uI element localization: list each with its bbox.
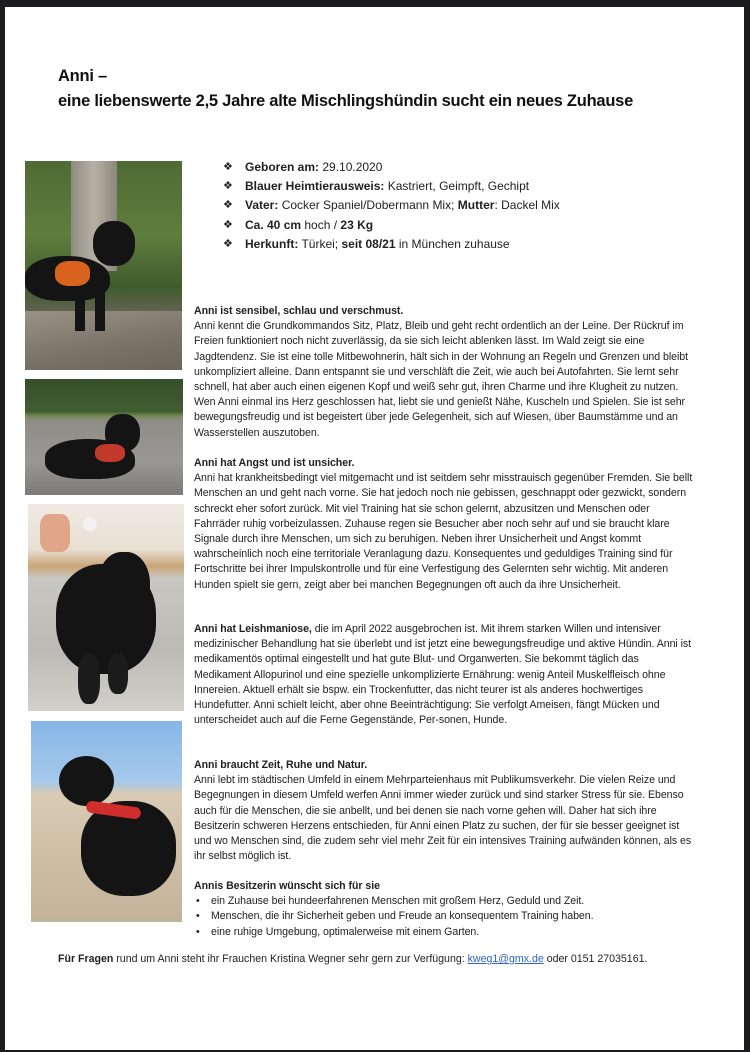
fact-label: Geboren am: (245, 160, 320, 174)
section-text: Anni lebt im städtischen Umfeld in einem Mehrparteienhaus mit Publikumsverkehr. Die vielen Reize und Begegnungen in diesem Umfeld werfen Anni immer wieder zurück und sind starker Stress für sie. Ebenso auch für die Menschen, die sie anbellt, und bei denen sie nach vorne gehen will. Daher hat sich ihre Besitzerin schweren Herzens entschieden, für Anni einen Platz zu suchen, der für sie besser geeignet ist und wo Menschen sind, die zudem sehr viel mehr Zeit für ein intensives Training aufwänden können, als es ihr selbst möglich ist. (194, 774, 692, 863)
wish-text: Menschen, die ihr Sicherheit geben und Freude an konsequentem Training haben. (211, 910, 594, 923)
fact-label: Mutter (457, 198, 495, 213)
title-name: Anni – (58, 67, 107, 85)
wishes-list (194, 894, 698, 940)
section-angst (194, 456, 698, 593)
dog-head (98, 552, 150, 622)
dog-leg (75, 291, 85, 331)
fact-parents (223, 196, 560, 215)
bullet-icon: • (196, 910, 200, 923)
fact-label: Ca. 40 cm (245, 217, 302, 232)
fact-label: 23 Kg (340, 217, 374, 232)
fact-origin (223, 235, 560, 254)
document-page (5, 7, 744, 1050)
fact-value: in München zuhause (395, 236, 510, 251)
section-text: die im April 2022 ausgebrochen ist. Mit ihrem starken Willen und intensiver medizinischer Behandlung hat sie überlebt und ist jetzt eine bewegungsfreudige und aktive Hündin. Anni ist medikamentös optimal eingestellt und hat gute Blut- und Organwerten. Sie bekommt täglich das Medikament Allopurinol und eine spezielle unkomplizierte Ernährung: wenig Anteil Muskelfleisch ohne Innereien. Aktuell erhält sie bspw. ein Trockenfutter, das nicht teurer ist als anderes hochwertiges Hundefutter. Anni schielt leicht, aber ohne Beeinträchtigung: Sie verfolgt Ameisen, fängt Mücken und unterscheidet auch auf die Ferne Gegenstände, Per-sonen, Hunde. (194, 623, 692, 727)
fact-label: seit 08/21 (341, 236, 396, 251)
fact-size-weight (223, 216, 560, 235)
dog-in-forest-photo (25, 161, 182, 370)
fact-label: Vater: (245, 198, 279, 213)
wish-item (194, 925, 698, 940)
section-sensibel (194, 304, 698, 441)
fact-value: Cocker Spaniel/Dobermann Mix; (278, 198, 458, 213)
facts-list (223, 158, 560, 254)
section-text: Anni hat krankheitsbedingt viel mitgemacht und ist seitdem sehr misstrauisch gegenüber Fremden. Sie bellt Menschen an und geht nach vorne. Sie hat jedoch noch nie gebissen, geschnappt oder gezwickt, sondern schreckt eher sofort zurück. Mit viel Training hat sie schon gelernt, abzusitzen und Menschen oder Fahrräder ruhig vorbeizulassen. Zuhause regen sie Besucher aber noch sehr auf und sie braucht klare Signale durch ihre Menschen, um sich zu beruhigen. Neben ihrer Unsicherheit und Angst kommt wahrscheinlich noch eine territoriale Veranlagung dazu. Konsequentes und geduldiges Training sind für Fortschritte bei ihrer Impulskontrolle und für eine Verfestigung des Gelernten sehr wichtig. Mit anderen Hunden spielt sie gern, zeigt aber bei manchen Begegnungen oft auch da ihre Unsicherheit. (194, 472, 693, 591)
contact-line (58, 952, 647, 967)
section-heading: Anni hat Angst und ist unsicher. (194, 457, 355, 469)
diamond-bullet-icon: ❖ (223, 180, 233, 193)
diamond-bullet-icon: ❖ (223, 237, 233, 250)
fact-birthdate (223, 158, 560, 177)
fact-value: : Dackel Mix (494, 198, 560, 213)
lamp-ball (83, 517, 97, 531)
fact-label: Herkunft: (245, 236, 299, 251)
dog-head (59, 756, 114, 806)
fact-value: Kastriert, Geimpft, Gechipt (384, 179, 530, 194)
pillow (40, 514, 70, 552)
fact-label: Blauer Heimtierausweis: (245, 179, 385, 194)
contact-phone: oder 0151 27035161. (543, 953, 648, 965)
fact-value: hoch / (301, 217, 341, 232)
diamond-bullet-icon: ❖ (223, 199, 233, 212)
red-harness (95, 444, 125, 462)
wish-item (194, 894, 698, 909)
dog-on-beach-photo (31, 721, 182, 922)
wish-text: eine ruhige Umgebung, optimalerweise mit einem Garten. (211, 925, 480, 938)
dog-paw (108, 654, 128, 694)
section-natur (194, 758, 698, 864)
bullet-icon: • (196, 895, 200, 908)
section-heading: Annis Besitzerin wünscht sich für sie (194, 880, 380, 892)
title-subtitle: eine liebenswerte 2,5 Jahre alte Mischlingshündin sucht ein neues Zuhause (58, 92, 634, 110)
section-heading: Anni hat Leishmaniose, (194, 623, 312, 635)
section-wuensche (194, 879, 698, 940)
section-text: Anni kennt die Grundkommandos Sitz, Platz, Bleib und geht recht ordentlich an der Leine. Der Rückruf im Freien funktioniert noch nicht zuverlässig, da sie sich leicht ablenken lässt. Im Wald zeigt sie eine Jagdtendenz. Sie ist eine tolle Mitbewohnerin, hält sich in der Wohnung an Regeln und Grenzen und bleibt unkompliziert alleine. Dann entspannt sie und verschläft die Zeit, wie auch bei Autofahrten. Sie lernt sehr schnell, hat aber auch einen eigenen Kopf und weiß sehr gut, ihren Charme und ihre Klugheit zu nutzen. Wen Anni einmal ins Herz geschlossen hat, liebt sie und genießt Nähe, Kuscheln und Spielen. Sie ist sehr bewegungsfreudig und ist begeistert über jede Gelegenheit, sich auf Wiesen, über Baumstämme und an Wasserstellen auszutoben. (194, 320, 689, 439)
section-heading: Anni braucht Zeit, Ruhe und Natur. (194, 759, 368, 771)
email-link[interactable]: kweg1@gmx.de (467, 953, 544, 965)
page-title (58, 64, 633, 114)
dog-lying-on-carpet-photo (28, 504, 184, 711)
dog-head (93, 221, 135, 266)
contact-lead: Für Fragen (58, 953, 114, 965)
dog-leg (95, 291, 105, 331)
fact-value: Türkei; (298, 236, 342, 251)
contact-text: rund um Anni steht ihr Frauchen Kristina Wegner sehr gern zur Verfügung: (113, 953, 468, 965)
fact-value: 29.10.2020 (319, 160, 383, 174)
dog-paw (78, 654, 100, 704)
orange-harness (55, 261, 90, 286)
fact-pet-passport (223, 177, 560, 196)
bullet-icon: • (196, 925, 200, 938)
wish-text: ein Zuhause bei hundeerfahrenen Menschen mit großem Herz, Geduld und Zeit. (211, 895, 585, 908)
diamond-bullet-icon: ❖ (223, 161, 233, 173)
section-heading: Anni ist sensibel, schlau und verschmust. (194, 305, 404, 317)
dog-lying-on-gravel-photo (25, 379, 183, 495)
diamond-bullet-icon: ❖ (223, 218, 233, 231)
section-leishmaniose (194, 622, 698, 728)
wish-item (194, 909, 698, 924)
